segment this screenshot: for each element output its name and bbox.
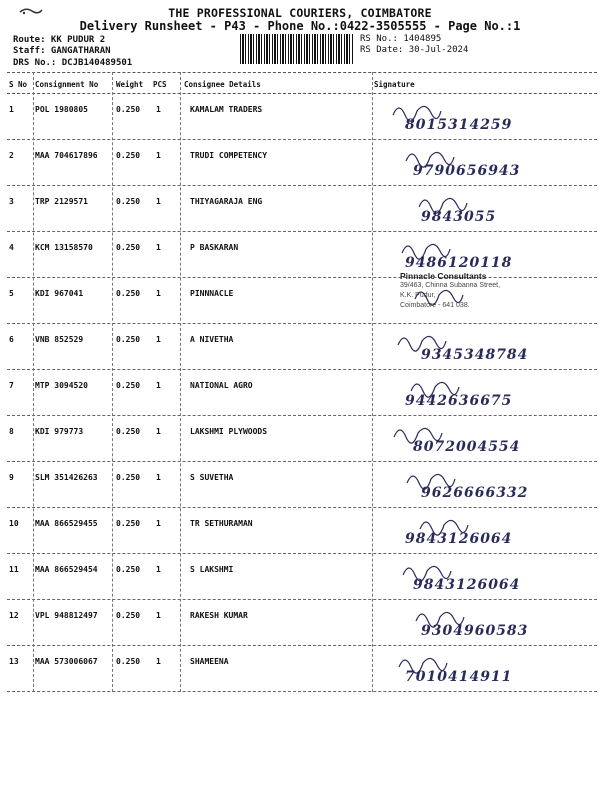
row-consignment: SLM 351426263 [35,473,98,482]
col-pcs: PCS [153,80,167,89]
column-divider [180,72,181,692]
col-weight: Weight [116,80,144,89]
signature-area [375,415,595,461]
row-weight: 0.250 [116,335,141,344]
row-consignee: RAKESH KUMAR [190,611,248,620]
row-pcs: 1 [156,105,161,114]
col-signature: Signature [374,80,415,89]
table-row [7,553,597,600]
column-divider [372,72,373,692]
signature-phone: 9843055 [421,209,497,225]
signature-area [375,323,595,369]
row-pcs: 1 [156,657,161,666]
row-weight: 0.250 [116,473,141,482]
signature-area [375,185,595,231]
row-sno: 13 [9,657,19,666]
table-row [7,415,597,462]
signature-area [375,139,595,185]
row-sno: 5 [9,289,14,298]
row-pcs: 1 [156,611,161,620]
row-pcs: 1 [156,427,161,436]
stamp-title: Pinnacle Consultants [400,271,487,281]
table-row [7,599,597,646]
row-weight: 0.250 [116,243,141,252]
drs-number: DRS No.: DCJB140489501 [13,58,133,68]
row-pcs: 1 [156,289,161,298]
row-sno: 9 [9,473,14,482]
signature-phone: 9790656943 [413,163,521,179]
row-consignee: SHAMEENA [190,657,229,666]
col-sno: S No [9,80,28,89]
row-consignment: MAA 704617896 [35,151,98,160]
table-row [7,323,597,370]
signature-phone: 9626666332 [421,485,529,501]
company-stamp [400,271,550,311]
table-row [7,645,597,692]
row-weight: 0.250 [116,565,141,574]
row-sno: 7 [9,381,14,390]
row-pcs: 1 [156,381,161,390]
row-consignment: MTP 3094520 [35,381,88,390]
row-consignee: S LAKSHMI [190,565,234,574]
row-sno: 4 [9,243,14,252]
row-consignment: MAA 573006067 [35,657,98,666]
row-consignee: PINNNACLE [190,289,234,298]
row-weight: 0.250 [116,657,141,666]
stamp-line: Coimbatore - 641 038. [400,302,470,309]
signature-phone: 7010414911 [405,669,513,685]
row-weight: 0.250 [116,105,141,114]
row-sno: 11 [9,565,19,574]
row-consignment: MAA 866529454 [35,565,98,574]
row-consignee: TRUDI COMPETENCY [190,151,268,160]
row-consignment: VNB 852529 [35,335,84,344]
row-consignment: POL 1980805 [35,105,88,114]
rs-date: RS Date: 30-Jul-2024 [360,45,469,55]
row-weight: 0.250 [116,427,141,436]
signature-area [375,599,595,645]
row-consignee: LAKSHMI PLYWOODS [190,427,268,436]
route-label: Route: KK PUDUR 2 [13,35,106,45]
stamp-line: K.K. Pudur, [400,292,436,299]
staff-label: Staff: GANGATHARAN [13,46,111,56]
row-sno: 6 [9,335,14,344]
row-sno: 8 [9,427,14,436]
row-consignee: P BASKARAN [190,243,239,252]
row-weight: 0.250 [116,197,141,206]
stamp-line: 39/463, Chinna Subanna Street, [400,282,501,289]
row-pcs: 1 [156,473,161,482]
row-consignee: TR SETHURAMAN [190,519,253,528]
row-pcs: 1 [156,335,161,344]
column-divider [33,72,34,692]
row-consignment: TRP 2129571 [35,197,88,206]
signature-area [375,507,595,553]
signature-phone: 9486120118 [405,255,513,271]
signature-phone: 9843126064 [405,531,513,547]
rs-number: RS No.: 1404895 [360,34,442,44]
table-row [7,185,597,232]
runsheet-title: Delivery Runsheet - P43 - Phone No.:0422-3505555 - Page No.:1 [79,19,521,33]
row-sno: 12 [9,611,19,620]
col-consignment: Consignment No [35,80,99,89]
signature-phone: 8072004554 [413,439,521,455]
row-weight: 0.250 [116,611,141,620]
row-consignee: NATIONAL AGRO [190,381,253,390]
row-pcs: 1 [156,519,161,528]
row-consignee: KAMALAM TRADERS [190,105,263,114]
row-consignment: KCM 13158570 [35,243,93,252]
row-pcs: 1 [156,197,161,206]
row-weight: 0.250 [116,381,141,390]
signature-area [375,93,595,139]
row-weight: 0.250 [116,289,141,298]
signature-phone: 9442636675 [405,393,513,409]
row-pcs: 1 [156,565,161,574]
table-row [7,93,597,140]
row-weight: 0.250 [116,151,141,160]
signature-area [375,369,595,415]
signature-phone: 9843126064 [413,577,521,593]
row-pcs: 1 [156,151,161,160]
row-consignment: KDI 967041 [35,289,84,298]
table-header [7,72,597,94]
column-divider [112,72,113,692]
row-consignee: THIYAGARAJA ENG [190,197,263,206]
signature-phone: 8015314259 [405,117,513,133]
row-consignment: KDI 979773 [35,427,84,436]
table-row [7,507,597,554]
signature-area [375,645,595,691]
row-sno: 1 [9,105,14,114]
barcode [240,34,354,64]
row-sno: 3 [9,197,14,206]
row-sno: 2 [9,151,14,160]
signature-area [375,553,595,599]
signature-area [375,461,595,507]
table-row [7,139,597,186]
row-weight: 0.250 [116,519,141,528]
col-consignee: Consignee Details [184,80,261,89]
row-consignee: A NIVETHA [190,335,234,344]
signature-phone: 9345348784 [421,347,529,363]
row-consignee: S SUVETHA [190,473,234,482]
company-title: THE PROFESSIONAL COURIERS, COIMBATORE [168,6,432,20]
table-row [7,461,597,508]
row-consignment: VPL 948812497 [35,611,98,620]
table-row [7,369,597,416]
row-sno: 10 [9,519,19,528]
row-consignment: MAA 866529455 [35,519,98,528]
row-pcs: 1 [156,243,161,252]
signature-phone: 9304960583 [421,623,529,639]
